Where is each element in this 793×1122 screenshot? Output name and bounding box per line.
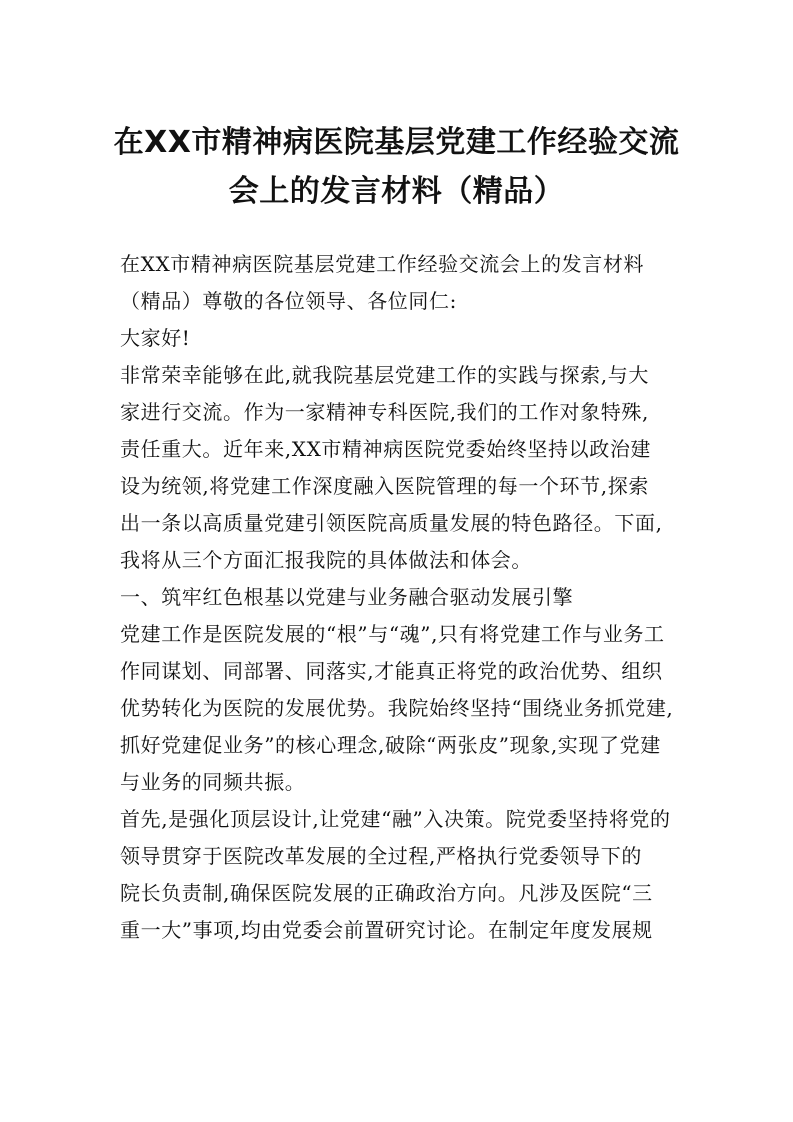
body-line: 非常荣幸能够在此,就我院基层党建工作的实践与探索,与大 (120, 363, 649, 387)
body-line: 责任重大。近年来,XX市精神病医院党委始终坚持以政治建 (120, 437, 652, 461)
body-line: 作同谋划、同部署、同落实,才能真正将党的政治优势、组织 (120, 659, 663, 683)
section-heading: 一、筑牢红色根基以党建与业务融合驱动发展引擎 (120, 585, 574, 609)
body-line: 院长负责制,确保医院发展的正确政治方向。凡涉及医院“三 (120, 881, 653, 905)
body-line: 优势转化为医院的发展优势。我院始终坚持“围绕业务抓党建, (120, 696, 674, 720)
body-line: 首先,是强化顶层设计,让党建“融”入决策。院党委坚持将党的 (120, 807, 671, 831)
body-line: 家进行交流。作为一家精神专科医院,我们的工作对象特殊, (120, 400, 649, 424)
body-line: 重一大”事项,均由党委会前置研究讨论。在制定年度发展规 (120, 918, 653, 942)
body-line: 设为统领,将党建工作深度融入医院管理的每一个环节,探索 (120, 474, 649, 498)
body-line: 在XX市精神病医院基层党建工作经验交流会上的发言材料 (120, 252, 645, 276)
body-line: 我将从三个方面汇报我院的具体做法和体会。 (120, 548, 532, 572)
greeting-line: 大家好! (120, 326, 191, 350)
document-body (120, 246, 680, 949)
body-line: 出一条以高质量党建引领医院高质量发展的特色路径。下面, (120, 511, 663, 535)
body-line: （精品）尊敬的各位领导、各位同仁: (120, 289, 457, 313)
body-line: 领导贯穿于医院改革发展的全过程,严格执行党委领导下的 (120, 844, 642, 868)
body-line: 抓好党建促业务”的核心理念,破除“两张皮”现象,实现了党建 (120, 733, 661, 757)
document-title-line-1: 在XX市精神病医院基层党建工作经验交流 (113, 125, 680, 160)
body-line: 与业务的同频共振。 (120, 770, 306, 794)
body-line: 党建工作是医院发展的“根”与“魂”,只有将党建工作与业务工 (120, 622, 665, 646)
document-title-line-2: 会上的发言材料（精品） (228, 174, 565, 209)
